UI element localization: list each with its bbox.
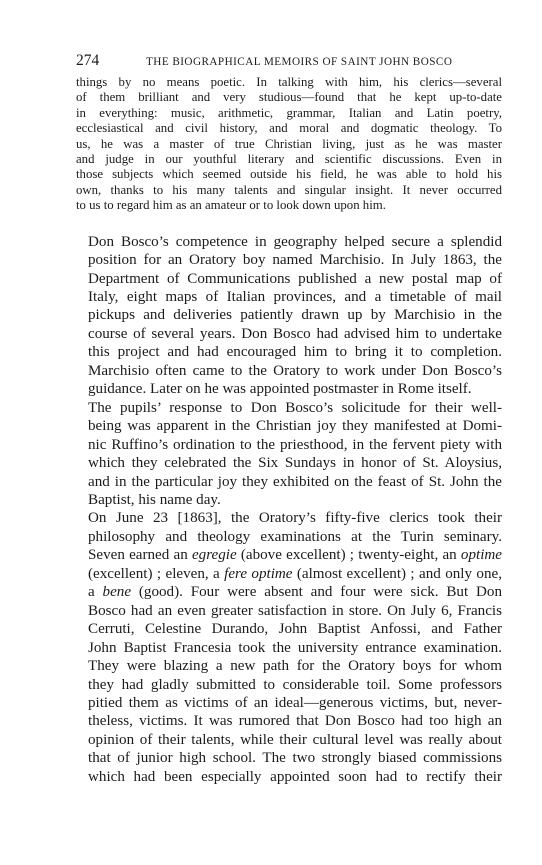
book-title: THE BIOGRAPHICAL MEMOIRS OF SAINT JOHN BOSCO [146,56,453,68]
latin-term: fere optime [224,565,293,582]
text-run: (almost excellent) ; and only one, [292,565,502,582]
text-line: and judge in our youthful literary and scientific discussions. Even in [76,152,502,167]
text-line: and in the particular joy they exhibited on the feast of St. John the [88,473,502,490]
text-line: which they celebrated the Six Sundays in honor of St. Aloysius, [88,455,502,472]
text-line: Marchisio often came to the Oratory to work under Don Bosco’s [88,362,502,379]
text-line: to us to regard him as an amateur or to look down upon him. [76,198,386,213]
section-gap [76,214,502,230]
text-line: nic Ruffino’s ordination to the priesthood, in the fervent piety with [88,436,502,453]
text-line: They were blazing a new path for the Oratory boys for whom [88,658,502,675]
text-line: position for an Oratory boy named Marchisio. In July 1863, the [88,252,502,269]
text-line: of them brilliant and very studious—found that he kept up-to-date [76,90,502,105]
text-line: they had gladly submitted to considerable toil. Some professors [88,676,502,693]
text-line: On June 23 [1863], the Oratory’s fifty-five clerics took their [88,510,502,527]
book-page [76,50,502,786]
text-line: Department of Communications published a new postal map of [88,270,502,287]
text-line: being was apparent in the Christian joy they manifested at Domi- [88,418,502,435]
latin-term: optime [460,547,502,564]
text-line: things by no means poetic. In talking with him, his clerics—several [76,75,502,89]
latin-term: bene [102,584,132,601]
text-line: philosophy and theology examinations at the Turin seminary. [88,528,502,545]
text-line: The pupils’ response to Don Bosco’s solicitude for their well- [88,399,502,416]
text-line [76,546,502,564]
paragraph-marchisio [76,233,502,399]
text-line: this project and had encouraged him to bring it to completion. [88,344,502,361]
latin-term: egregie [191,547,237,564]
page-number: 274 [76,52,100,69]
text-run: (above excellent) ; twenty-eight, an [236,547,461,564]
text-line [76,583,502,601]
text-line: us, he was a master of true Christian living, just as he was master [76,136,502,151]
text-line: in everything: music, arithmetic, grammar, Italian and Latin poetry, [76,105,502,120]
text-run: (excellent) ; eleven, a [88,565,225,582]
paragraph-examinations [76,509,502,786]
text-line: own, thanks to his many talents and singular insight. It never occurred [76,182,502,197]
text-line: guidance. Later on he was appointed postmaster in Rome itself. [88,381,472,398]
text-line [76,565,502,583]
quoted-paragraph [76,75,502,214]
text-line: Cerruti, Celestine Durando, John Baptist Anfossi, and Father [88,621,502,638]
text-run: a [88,584,103,601]
running-head [76,50,502,72]
text-line: that of junior high school. The two strongly biased commissions [88,750,502,767]
text-line: course of several years. Don Bosco had advised him to undertake [88,325,502,342]
main-text [76,233,502,787]
text-line: John Baptist Francesia took the university entrance examination. [88,639,502,656]
text-line: ecclesiastical and civil history, and moral and dogmatic theology. To [76,121,502,136]
text-line: opinion of their talents, while their cultural level was really about [88,731,502,748]
text-run: (good). Four were absent and four were sick. But Don [131,584,502,601]
text-run: Seven earned an [88,547,192,564]
text-line: Italy, eight maps of Italian provinces, and a timetable of mail [88,289,502,306]
text-line: Bosco had an even greater satisfaction in store. On July 6, Francis [88,602,502,619]
text-line: which had been especially appointed soon had to rectify their [88,768,502,785]
text-line: pickups and deliveries patiently drawn up by Marchisio in the [88,307,502,324]
text-line: Don Bosco’s competence in geography helped secure a splendid [88,233,502,250]
text-line: Baptist, his name day. [88,492,221,508]
text-line: those subjects which seemed outside his field, he was able to hold his [76,167,502,182]
text-line: pitied them as victims of an ideal—generous victims, but, never- [88,694,502,711]
quoted-passage [76,75,502,214]
paragraph-pupils-response [76,399,502,510]
text-line: theless, victims. It was rumored that Don Bosco had too high an [88,713,502,730]
